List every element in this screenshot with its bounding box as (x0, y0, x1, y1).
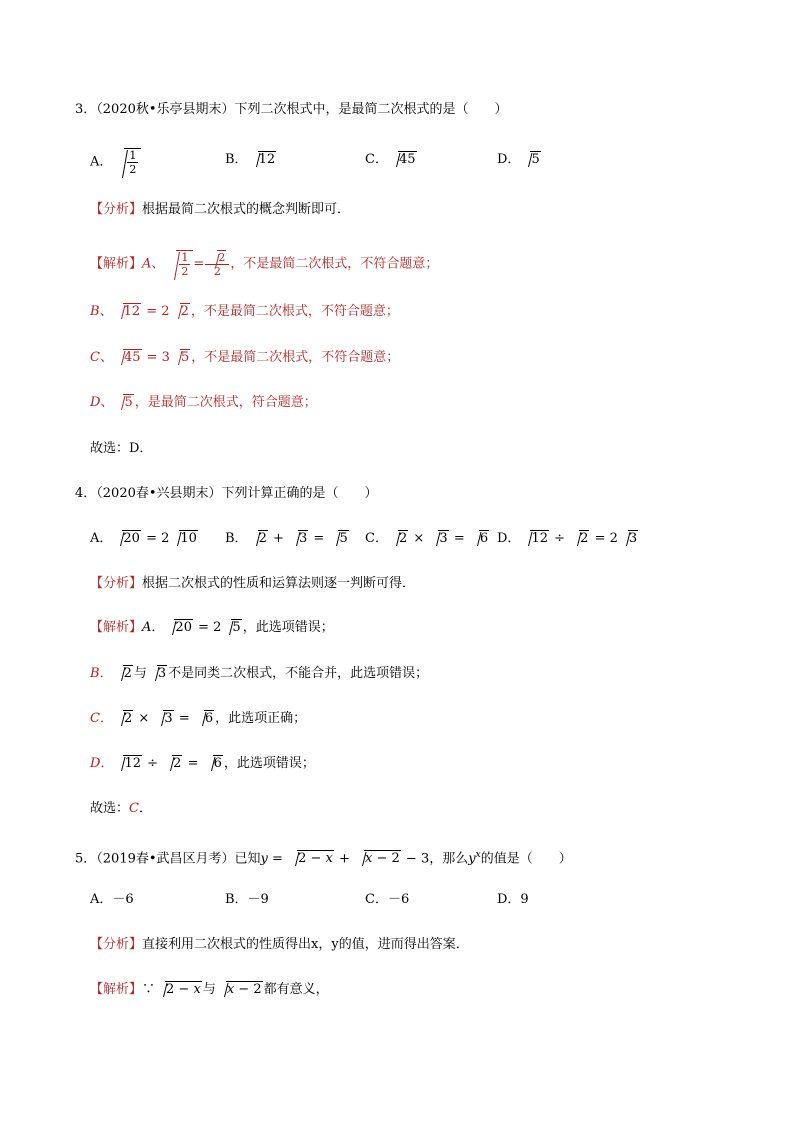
q5-choice-c[interactable]: C．－6 (365, 892, 410, 907)
q5-analysis: 【分析】直接利用二次根式的性质得出x，y的值，进而得出答案． (90, 937, 469, 952)
q4-choice-c[interactable]: C． 2 × 3 = 6 (365, 529, 490, 549)
q3-solution-a: 【解析】A、 $\frac{1}{2}$ = $\frac{2}{2}$ ，不是最简二次根式，不符合题意； (90, 250, 439, 278)
q4-choice-b[interactable]: B． 2 + 3 = 5 (225, 529, 350, 549)
q5-choice-b[interactable]: B．－9 (225, 892, 269, 907)
q3-answer: 故选：D． (90, 441, 153, 456)
q3-stem: 3．（2020秋•乐亭县期末）下列二次根式中，是最简二次根式的是（ ） (75, 102, 508, 117)
q3-analysis: 【分析】根据最简二次根式的概念判断即可． (90, 202, 351, 217)
q4-answer: 故选：C． (90, 801, 152, 816)
q3-choice-d[interactable]: D． 5 (497, 150, 542, 170)
q5-solution-start: 【解析】∵ 2 − x 与 x − 2 都有意义， (90, 980, 329, 1000)
q4-solution-c: C． 2 × 3 = 6 ，此选项正确； (90, 709, 306, 729)
q3-choice-c[interactable]: C． 45 (365, 150, 418, 170)
q3-solution-c: C、 45 = 3 5 ，不是最简二次根式，不符合题意； (90, 348, 399, 368)
q5-choice-a[interactable]: A．－6 (90, 892, 134, 907)
q3-solution-b: B、 12 = 2 2 ，不是最简二次根式，不符合题意； (90, 302, 399, 322)
q4-choice-a[interactable]: A． 20 = 2 10 (90, 529, 199, 549)
q4-solution-a: 【解析】A． 20 = 2 5 ，此选项错误； (90, 618, 334, 638)
q4-analysis: 【分析】根据二次根式的性质和运算法则逐一判断可得． (90, 576, 416, 591)
q3-choice-a[interactable]: A． $\frac{1}{2}$ (90, 148, 141, 176)
q5-choice-d[interactable]: D．9 (497, 892, 529, 907)
q5-stem: 5．（2019春•武昌区月考）已知y = 2 − x + x − 2 − 3，那么$y^x$的值是（ ） (75, 845, 572, 869)
q4-stem: 4．（2020春•兴县期末）下列计算正确的是（ ） (75, 486, 378, 501)
q4-choice-d[interactable]: D． 12 ÷ 2 = 2 3 (497, 529, 639, 549)
q3-choice-b[interactable]: B． 12 (225, 150, 277, 170)
q4-solution-b: B． 2 与 3 不是同类二次根式，不能合并，此选项错误； (90, 664, 428, 684)
q3-solution-d: D、 5 ，是最简二次根式，符合题意； (90, 393, 317, 413)
q4-solution-d: D． 12 ÷ 2 = 6 ，此选项错误； (90, 754, 315, 774)
